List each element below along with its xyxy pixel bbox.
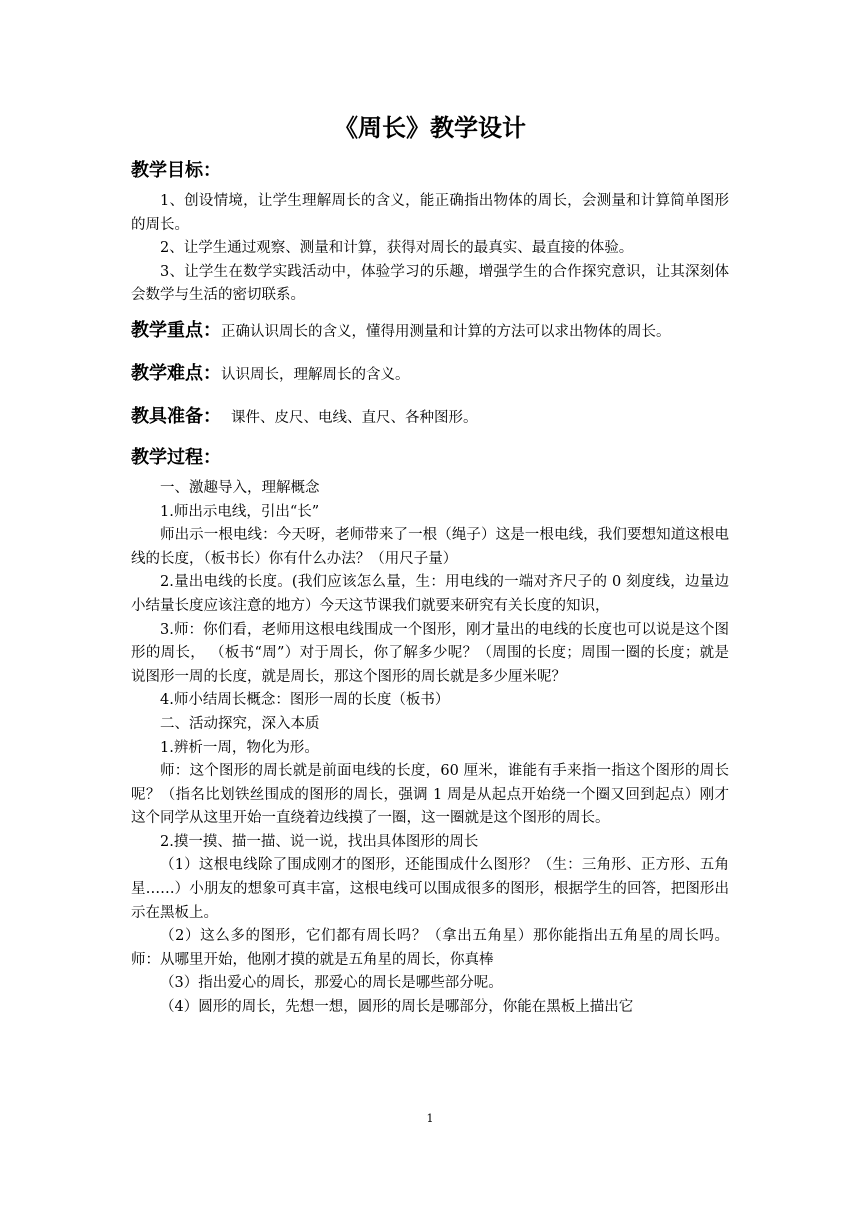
- materials-text: 课件、皮尺、电线、直尺、各种图形。: [231, 409, 478, 426]
- key-point-label: 教学重点：: [131, 319, 221, 341]
- process-paragraph: 3.师：你们看，老师用这根电线围成一个图形，刚才量出的电线的长度也可以说是这个图形的周长， （板书“周”）对于周长，你了解多少呢？（周围的长度；周围一圈的长度；就是说图形一周的长度，就是周长，那这个图形的周长就是多少厘米呢？: [131, 621, 729, 685]
- process-paragraph: 师出示一根电线：今天呀，老师带来了一根（绳子）这是一根电线，我们要想知道这根电线的长度，（板书长）你有什么办法？（用尺子量）: [131, 527, 729, 567]
- process-paragraph: 一、激趣导入，理解概念: [160, 479, 320, 496]
- process-paragraph: （3）指出爱心的周长，那爱心的周长是哪些部分呢。: [160, 975, 503, 992]
- process-paragraph: （1）这根电线除了围成刚才的图形，还能围成什么图形？（生：三角形、正方形、五角星……）小朋友的想象可真丰富，这根电线可以围成很多的图形，根据学生的回答，把图形出示在黑板上。: [131, 857, 729, 921]
- materials-label: 教具准备：: [131, 405, 221, 427]
- document-content: [131, 110, 729, 1020]
- page-title: 《周长》教学设计: [334, 114, 526, 142]
- process-heading: 教学过程：: [131, 446, 221, 468]
- difficulty-text: 认识周长，理解周长的含义。: [221, 366, 410, 383]
- process-paragraph: （2）这么多的图形，它们都有周长吗？（拿出五角星）那你能指出五角星的周长吗。师：从哪里开始，他刚才摸的就是五角星的周长，你真棒: [131, 928, 729, 968]
- process-paragraph: 4.师小结周长概念：图形一周的长度（板书）: [160, 692, 450, 709]
- process-paragraph: 1.辨析一周，物化为形。: [160, 739, 319, 756]
- difficulty: [131, 359, 729, 390]
- objective-item-3: 3、让学生在数学实践活动中，体验学习的乐趣，增强学生的合作探究意识，让其深刻体会数学与生活的密切联系。: [131, 263, 729, 304]
- process-paragraph: （4）圆形的周长，先想一想，圆形的周长是哪部分，你能在黑板上描出它: [160, 999, 634, 1016]
- process-paragraph: 二、活动探究，深入本质: [160, 715, 320, 732]
- process-paragraph: 1.师出示电线，引出“长”: [160, 503, 320, 520]
- key-point: [131, 316, 729, 347]
- key-point-text: 正确认识周长的含义，懂得用测量和计算的方法可以求出物体的周长。: [221, 323, 671, 340]
- materials: [131, 402, 729, 433]
- objective-item-1: 1、创设情境，让学生理解周长的含义，能正确指出物体的周长，会测量和计算简单图形的周长。: [131, 193, 729, 233]
- difficulty-label: 教学难点：: [131, 362, 221, 384]
- objective-item-2: 2、让学生通过观察、测量和计算，获得对周长的最真实、最直接的体验。: [160, 240, 634, 257]
- page-number: 1: [426, 1112, 434, 1125]
- process-paragraph: 2.摸一摸、描一描、说一说，找出具体图形的周长: [160, 833, 479, 850]
- process-paragraph: 2.量出电线的长度。(我们应该怎么量，生：用电线的一端对齐尺子的 0 刻度线，边量边小结量长度应该注意的地方）今天这节课我们就要来研究有关长度的知识，: [131, 574, 729, 614]
- process-paragraph: 师：这个图形的周长就是前面电线的长度，60 厘米，谁能有手来指一指这个图形的周长呢？（指名比划铁丝围成的图形的周长，强调 1 周是从起点开始绕一个圈又回到起点）刚才这个同学从这里开始一直绕着边线摸了一圈，这一圈就是这个图形的周长。: [131, 763, 729, 827]
- objectives-heading: 教学目标：: [131, 160, 221, 181]
